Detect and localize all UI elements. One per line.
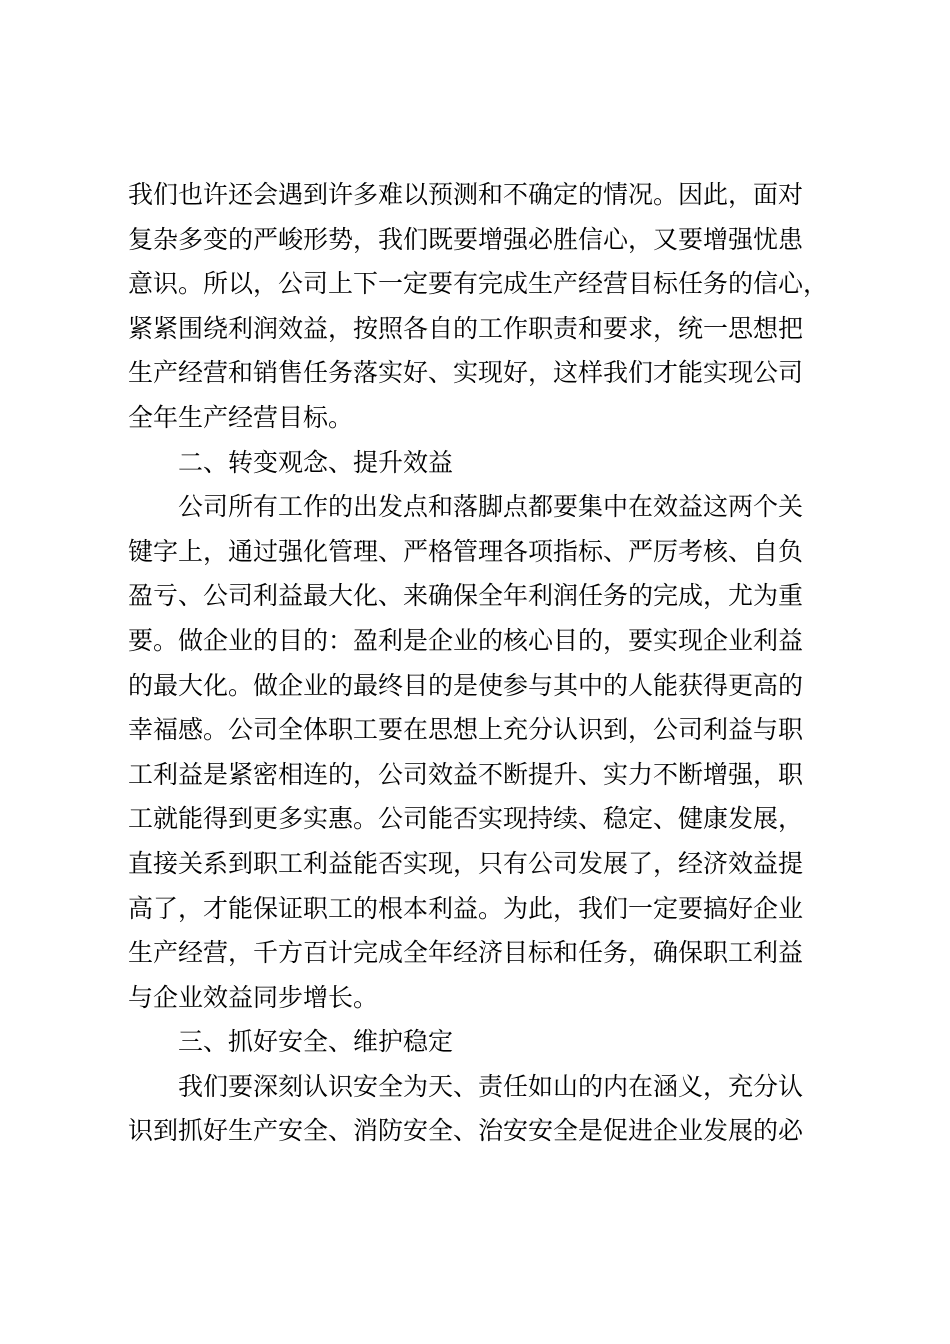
text-line: 紧紧围绕利润效益，按照各自的工作职责和要求，统一思想把 [128, 313, 804, 343]
text-line: 复杂多变的严峻形势，我们既要增强必胜信心，又要增强忧患 [128, 224, 804, 254]
text-line: 盈亏、公司利益最大化、来确保全年利润任务的完成，尤为重 [128, 581, 804, 611]
text-line: 意识。所以，公司上下一定要有完成生产经营目标任务的信心， [128, 269, 829, 299]
text-line: 识到抓好生产安全、消防安全、治安安全是促进企业发展的必 [128, 1116, 804, 1146]
section-heading: 二、转变观念、提升效益 [178, 447, 454, 477]
text-line: 幸福感。公司全体职工要在思想上充分认识到，公司利益与职 [128, 715, 804, 745]
text-line: 全年生产经营目标。 [128, 402, 354, 432]
text-line: 直接关系到职工利益能否实现，只有公司发展了，经济效益提 [128, 848, 804, 878]
text-line: 生产经营和销售任务落实好、实现好，这样我们才能实现公司 [128, 358, 804, 388]
text-line: 我们要深刻认识安全为天、责任如山的内在涵义，充分认 [178, 1071, 804, 1101]
text-line: 键字上，通过强化管理、严格管理各项指标、严厉考核、自负 [128, 536, 804, 566]
section-heading: 三、抓好安全、维护稳定 [178, 1027, 454, 1057]
document-body [128, 173, 850, 1154]
text-line: 的最大化。做企业的最终目的是使参与其中的人能获得更高的 [128, 670, 804, 700]
text-line: 工利益是紧密相连的，公司效益不断提升、实力不断增强，职 [128, 759, 804, 789]
text-line: 工就能得到更多实惠。公司能否实现持续、稳定、健康发展， [128, 804, 804, 834]
text-line: 生产经营，千方百计完成全年经济目标和任务，确保职工利益 [128, 938, 804, 968]
text-line: 要。做企业的目的：盈利是企业的核心目的，要实现企业利益 [128, 625, 804, 655]
text-line: 我们也许还会遇到许多难以预测和不确定的情况。因此，面对 [128, 180, 804, 209]
text-line: 公司所有工作的出发点和落脚点都要集中在效益这两个关 [178, 492, 804, 522]
text-line: 与企业效益同步增长。 [128, 982, 379, 1012]
text-line: 高了，才能保证职工的根本利益。为此，我们一定要搞好企业 [128, 893, 804, 923]
